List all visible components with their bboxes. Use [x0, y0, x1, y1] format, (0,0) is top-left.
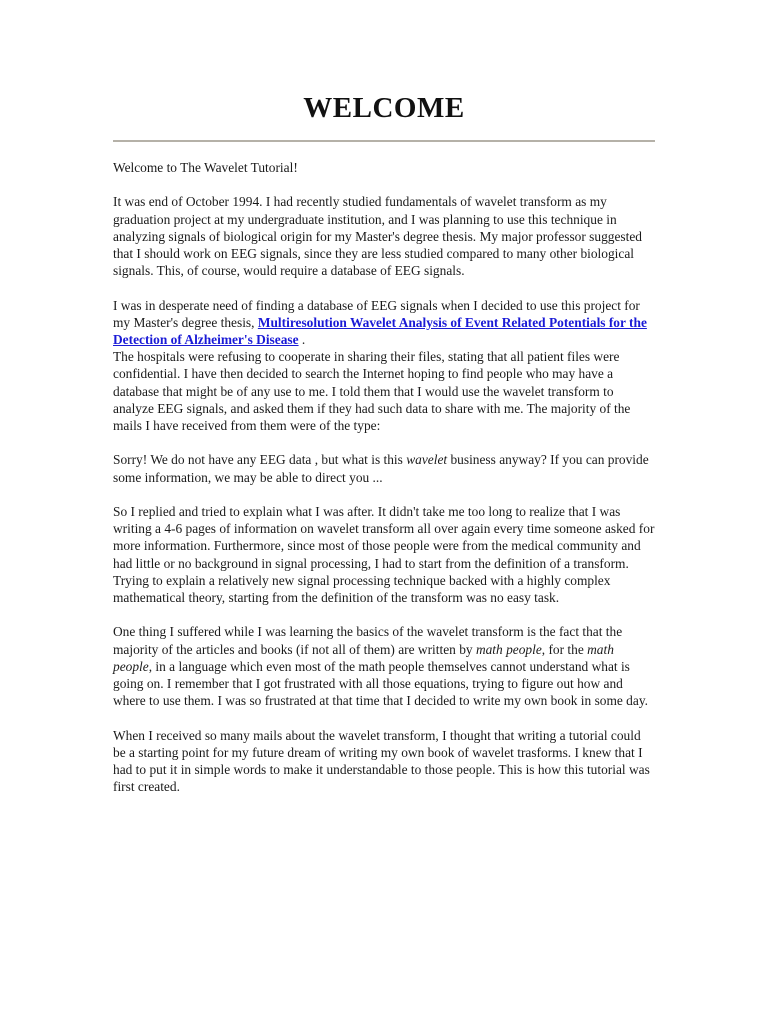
thesis-text: I was in desperate need of finding a database of EEG signals when I decided to use this project for my Master's degree thesis,	[113, 297, 640, 330]
reply-quote-end: business anyway? If you can provide some information, we may be able to direct you ...	[113, 452, 649, 485]
thesis-link[interactable]: Multiresolution Wavelet Analysis of Event Related Potentials for the Detection of Alzheimer's Disease	[113, 314, 647, 347]
math-people-emphasis-2: math people	[113, 641, 614, 674]
math-text-3: , in a language which even most of the math people themselves cannot understand what is going on. I remember that I got frustrated with all those equations, trying to figure out how and where to use them. I was so frustrated at that time that I decided to write my own book in some day.	[113, 658, 648, 709]
hospitals-text: The hospitals were refusing to cooperate in sharing their files, stating that all patient files were confidential. I have then decided to search the Internet hoping to find people who may have a database that might be of any use to me. I told them that I would use the wavelet transform to analyze EEG signals, and asked them if they had such data to share with me. The majority of the mails I have received from them were of the type:	[113, 349, 631, 434]
reply-quote-start: Sorry! We do not have any EEG data , but what is this	[113, 452, 407, 468]
math-text-1: One thing I suffered while I was learning the basics of the wavelet transform is the fact that the majority of the articles and books (if not all of them) are written by	[113, 624, 623, 657]
article-body	[113, 159, 655, 795]
thesis-link-suffix: .	[298, 332, 306, 347]
intro-paragraph: It was end of October 1994. I had recently studied fundamentals of wavelet transform as my graduation project at my undergraduate institution, and I was planning to use this technique in analyzing signals of biological origin for my Master's degree thesis. My major professor suggested that I should work on EEG signals, since they are less studied compared to many other biological signals. This, of course, would require a database of EEG signals.	[113, 194, 642, 279]
reply-quote-paragraph	[113, 451, 655, 485]
tutorial-origin-paragraph: When I received so many mails about the wavelet transform, I thought that writing a tutorial could be a starting point for my future dream of writing my own book of wavelet trasforms. I knew that I had to put it in simple words to make it understandable to those people. This is how this tutorial was first created.	[113, 727, 650, 795]
math-text-2: , for the	[541, 641, 588, 657]
wavelet-emphasis: wavelet	[406, 452, 448, 468]
math-people-emphasis-1: math people	[475, 641, 542, 657]
thesis-paragraph	[113, 297, 655, 435]
math-people-paragraph	[113, 623, 655, 709]
greeting-paragraph: Welcome to The Wavelet Tutorial!	[113, 160, 298, 175]
explanation-paragraph: So I replied and tried to explain what I was after. It didn't take me too long to realize that I was writing a 4-6 pages of information on wavelet transform all over again every time someone asked for more information. Furthermore, since most of those people were from the medical community and had little or no background in signal processing, I had to start from the definition of a transform. Trying to explain a relatively new signal processing technique backed with a highly complex mathematical theory, starting from the definition of the transform was no easy task.	[113, 504, 655, 606]
page	[113, 88, 655, 813]
page-title: WELCOME	[303, 92, 465, 124]
divider	[113, 140, 655, 142]
